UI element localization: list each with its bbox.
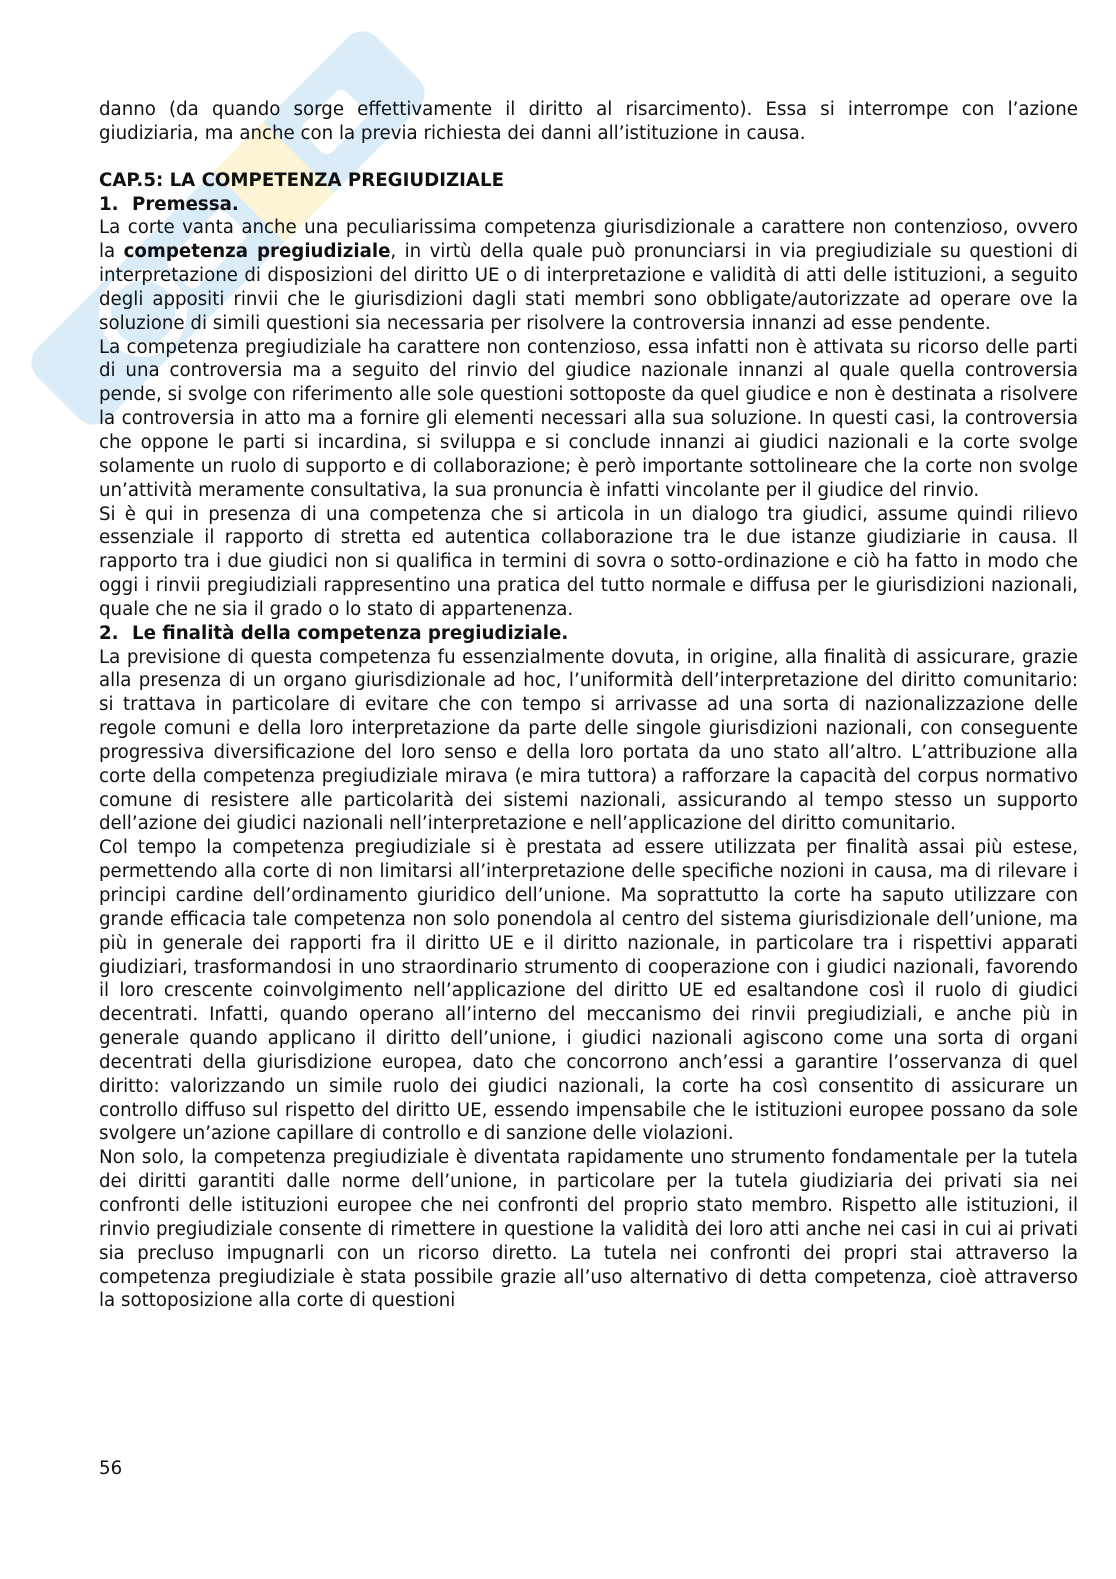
paragraph: La previsione di questa competenza fu essenzialmente dovuta, in origine, alla finalità di assicurare, grazie alla presenza di un organo giurisdizionale ad hoc, l’uniformità dell’interpretazione del diritto comunitario: si trattava in particolare di evitare che con tempo si arrivasse ad una sorta di nazionalizzazione delle regole comuni e della loro interpretazione da parte delle singole giurisdizioni nazionali, con conseguente progressiva diversificazione del loro senso e della loro portata da uno stato all’altro. L’attribuzione alla corte della competenza pregiudiziale mirava (e mira tuttora) a rafforzare la capacità del corpus normativo comune di resistere alle particolarità dei sistemi nazionali, assicurando al tempo stesso un supporto dell’azione dei giudici nazionali nell’interpretazione e nell’applicazione del diritto comunitario. (99, 646, 1078, 835)
paragraph-text: La corte vanta anche una peculiarissima competenza giurisdizionale a carattere non contenzioso, ovvero la (99, 217, 1078, 263)
spacer (99, 146, 1078, 169)
section-number: 2. (99, 622, 119, 644)
section-title: Premessa. (132, 193, 239, 215)
paragraph: Non solo, la competenza pregiudiziale è diventata rapidamente uno strumento fondamentale per la tutela dei diritti garantiti dalle norme dell’unione, in particolare per la tutela giudiziaria dei privati sia nei confronti delle istituzioni europee che nei confronti del proprio stato membro. Rispetto alle istituzioni, il rinvio pregiudiziale consente di rimettere in questione la validità dei loro atti anche nei casi in cui ai privati sia precluso impugnarli con un ricorso diretto. La tutela nei confronti dei propri stai attraverso la competenza pregiudiziale è stata possibile grazie all’uso alternativo di detta competenza, cioè attraverso la sottoposizione alla corte di questioni (99, 1147, 1078, 1312)
bold-term: competenza pregiudiziale (123, 241, 391, 263)
document-page (99, 98, 1078, 1313)
section-title: Le finalità della competenza pregiudiziale. (132, 622, 569, 644)
section-heading (99, 193, 1078, 217)
intro-paragraph: danno (da quando sorge effettivamente il diritto al risarcimento). Essa si interrompe con l’azione giudiziaria, ma anche con la previa richiesta dei danni all’istituzione in causa. (99, 99, 1078, 144)
page-number: 56 (99, 1458, 123, 1479)
section-number: 1. (99, 193, 119, 215)
paragraph (99, 216, 1078, 335)
paragraph-text: , in virtù della quale può pronunciarsi in via pregiudiziale su questioni di interpretazione di disposizioni del diritto UE o di interpretazione e validità di atti delle istituzioni, a seguito degli appositi rinvii che le giurisdizioni dagli stati membri sono obbligate/autorizzate ad operare ove la soluzione di simili questioni sia necessaria per risolvere la controversia innanzi ad esse pendente. (99, 241, 1078, 334)
section-heading (99, 622, 1078, 646)
paragraph: Si è qui in presenza di una competenza che si articola in un dialogo tra giudici, assume quindi rilievo essenziale il rapporto di stretta ed autentica collaborazione tra le due istanze giudiziarie in causa. Il rapporto tra i due giudici non si qualifica in termini di sovra o sotto-ordinazione e ciò ha fatto in modo che oggi i rinvii pregiudiziali rappresentino una pratica del tutto normale e diffusa per le giurisdizioni nazionali, quale che ne sia il grado o lo stato di appartenenza. (99, 503, 1078, 620)
chapter-title: CAP.5: LA COMPETENZA PREGIUDIZIALE (99, 169, 505, 191)
paragraph: Col tempo la competenza pregiudiziale si è prestata ad essere utilizzata per finalità assai più estese, permettendo alla corte di non limitarsi all’interpretazione delle specifiche nozioni in causa, ma di rilevare i principi cardine dell’ordinamento giuridico dell’unione. Ma soprattutto la corte ha saputo utilizzare con grande efficacia tale competenza non solo ponendola al centro del sistema giurisdizionale dell’unione, ma più in generale dei rapporti fra il diritto UE e il diritto nazionale, in particolare tra i rispettivi apparati giudiziari, trasformandosi in uno straordinario strumento di cooperazione con i giudici nazionali, favorendo il loro crescente coinvolgimento nell’applicazione del diritto UE ed esaltandone così il ruolo di giudici decentrati. Infatti, quando operano all’interno del meccanismo dei rinvii pregiudiziali, e anche più in generale quando applicano il diritto dell’unione, i giudici nazionali agiscono come una sorta di organi decentrati della giurisdizione europea, dato che concorrono anch’essi a garantire l’osservanza di quel diritto: valorizzando un simile ruolo dei giudici nazionali, la corte ha così consentito di assicurare un controllo diffuso sul rispetto del diritto UE, essendo impensabile che le istituzioni europee possano da sole svolgere un’azione capillare di controllo e di sanzione delle violazioni. (99, 837, 1078, 1145)
paragraph: La competenza pregiudiziale ha carattere non contenzioso, essa infatti non è attivata su ricorso delle parti di una controversia ma a seguito del rinvio del giudice nazionale innanzi al quale quella controversia pende, si svolge con riferimento alle sole questioni sottoposte da quel giudice e non è destinata a risolvere la controversia in atto ma a fornire gli elementi necessari alla sua soluzione. In questi casi, la controversia che oppone le parti si incardina, si sviluppa e si conclude innanzi ai giudici nazionali e la corte svolge solamente un ruolo di supporto e di collaborazione; è però importante sottolineare che la corte non svolge un’attività meramente consultativa, la sua pronuncia è infatti vincolante per il giudice del rinvio. (99, 336, 1078, 501)
